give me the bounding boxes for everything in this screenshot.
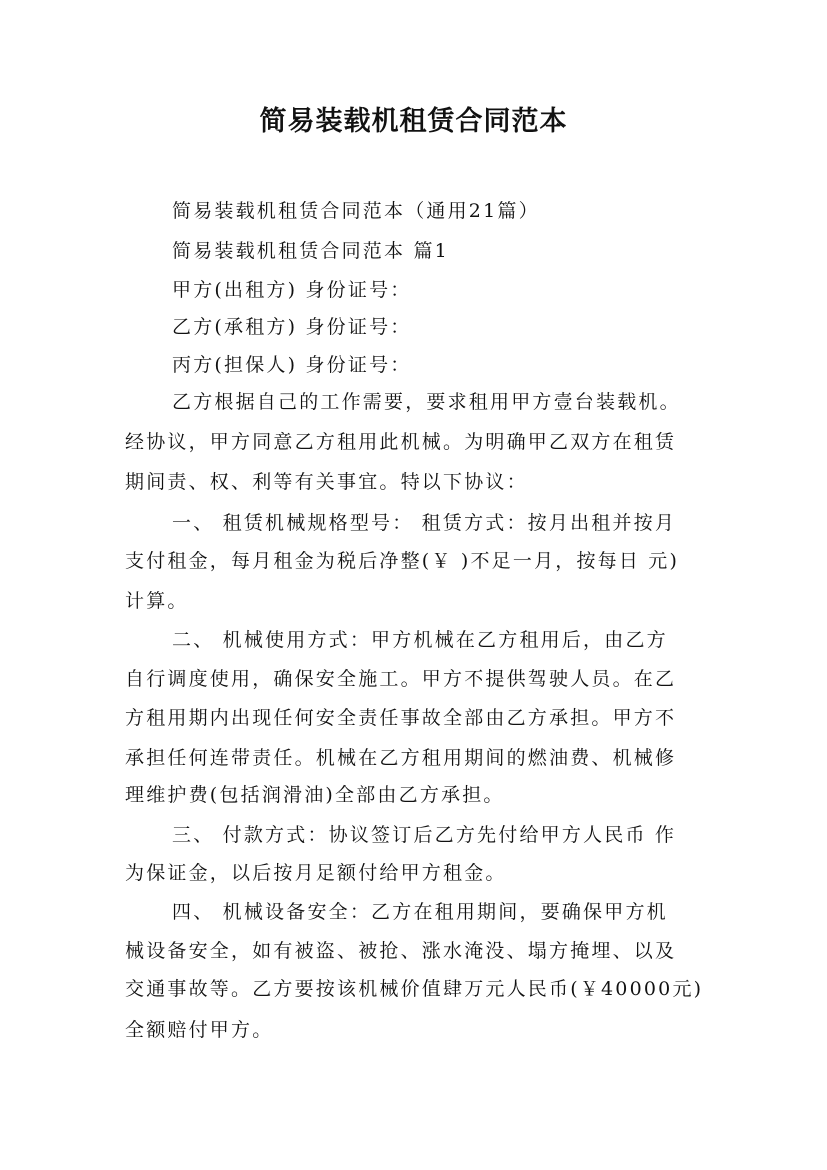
document-line: 二、 机械使用方式：甲方机械在乙方租用后，由乙方	[172, 629, 668, 651]
document-line: 为保证金，以后按月足额付给甲方租金。	[125, 862, 507, 884]
document-line: 支付租金，每月租金为税后净整(￥ )不足一月，按每日 元)	[125, 550, 680, 572]
document-line: 交通事故等。乙方要按该机械价值肆万元人民币(￥40000元)	[125, 978, 704, 1000]
document-line: 经协议，甲方同意乙方租用此机械。为明确甲乙双方在租赁	[125, 431, 677, 453]
document-line: 简易装载机租赁合同范本 篇1	[172, 240, 449, 262]
document-line: 期间责、权、利等有关事宜。特以下协议：	[125, 471, 528, 493]
document-line: 自行调度使用，确保安全施工。甲方不提供驾驶人员。在乙	[125, 668, 677, 690]
document-line: 乙方根据自己的工作需要，要求租用甲方壹台装载机。	[172, 391, 681, 413]
document-line: 丙方(担保人) 身份证号：	[172, 354, 412, 376]
document-line: 四、 机械设备安全：乙方在租用期间，要确保甲方机	[172, 901, 668, 923]
document-line: 甲方(出租方) 身份证号：	[172, 279, 412, 301]
document-line: 计算。	[125, 590, 189, 612]
document-line: 方租用期内出现任何安全责任事故全部由乙方承担。甲方不	[125, 707, 677, 729]
document-line: 一、 租赁机械规格型号： 租赁方式：按月出租并按月	[172, 512, 677, 534]
document-line: 械设备安全，如有被盗、被抢、涨水淹没、塌方掩埋、以及	[125, 940, 677, 962]
document-line: 承担任何连带责任。机械在乙方租用期间的燃油费、机械修	[125, 747, 677, 769]
document-line: 乙方(承租方) 身份证号：	[172, 316, 412, 338]
document-line: 简易装载机租赁合同范本（通用21篇）	[172, 200, 540, 222]
document-title: 简易装载机租赁合同范本	[259, 106, 568, 137]
document-line: 理维护费(包括润滑油)全部由乙方承担。	[125, 784, 505, 806]
document-line: 三、 付款方式：协议签订后乙方先付给甲方人民币 作	[172, 824, 677, 846]
document-line: 全额赔付甲方。	[125, 1019, 274, 1041]
